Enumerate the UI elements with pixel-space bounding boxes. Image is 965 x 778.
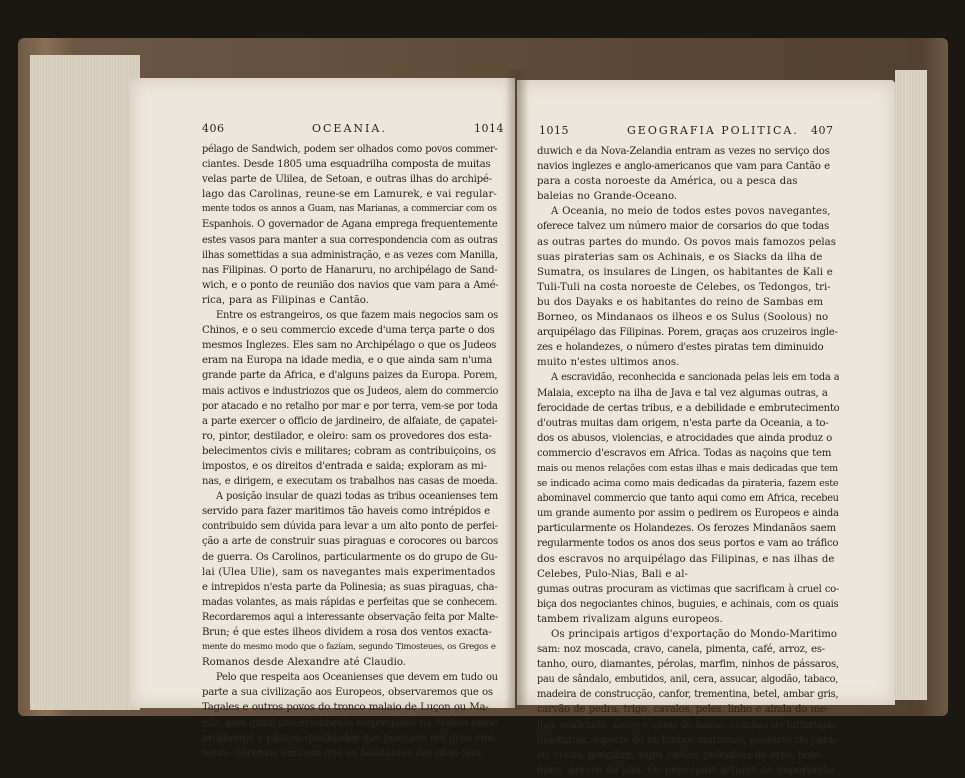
text-line: sam: noz moscada, cravo, canela, pimenta, café, arroz, es- xyxy=(537,644,825,656)
text-line: se indicado acima como mais dedicadas da pirateria, fazem este xyxy=(537,478,839,490)
text-line: estes vasos para manter a sua correspondencia com as outras xyxy=(202,234,498,246)
text-line: A escravidão, reconhecida e sancionada pelas leis em toda a xyxy=(551,372,839,384)
text-line: contribuido sem dúvida para levar a um alto ponto de perfei- xyxy=(202,521,498,533)
text-line: grande parte da Africa, e d'alguns paizes da Europa. Porem, xyxy=(202,370,498,382)
text-line: navios inglezes e anglo-americanos que vam para Cantão e xyxy=(537,161,830,173)
text-line: a parte exercer o officio de jardineiro, de alfaiate, de çapatei- xyxy=(202,415,498,427)
text-line: impostos, e os direitos d'entrada e saida; exploram as mi- xyxy=(202,460,487,472)
text-line: Tuli-Tuli na costa noroeste de Celebes, os Tedongos, tri- xyxy=(537,281,831,293)
left-page-body xyxy=(202,142,498,761)
text-line: wich, e o ponto de reunião dos navios que vam para a Amé- xyxy=(202,279,498,291)
text-line: nente. Diremos tambem que os habitantes das ilhas San- xyxy=(202,747,484,759)
text-line: Malaia, excepto na ilha de Java e tal vez algumas outras, a xyxy=(537,387,828,399)
text-line: Entre os estrangeiros, os que fazem mais negocios sam os xyxy=(216,310,498,322)
text-line: regularmente todos os anos dos seus portos e vam ao tráfico xyxy=(537,538,839,550)
text-line: pau de sândalo, embutidos, anil, cera, assucar, algodão, tabaco, xyxy=(537,674,839,686)
text-line: mesmos Inglezes. Eles sam no Archipélago o que os Judeos xyxy=(202,340,497,352)
text-line: nas, e dirigem, e executam os trabalhos nas casas de moeda. xyxy=(202,476,498,488)
text-line: Chinos, e o seu commercio excede d'uma terça parte o dos xyxy=(202,325,495,337)
text-line: Tagales e outros povos do tronco malaio de Luçon ou Ma- xyxy=(202,702,489,714)
text-line: Recordaremos aqui a interessante observação feita por Malte- xyxy=(202,611,498,623)
text-line: arcilheiros e pilotos, qualidades que possuem em grau emi- xyxy=(202,732,497,744)
right-running-title: GEOGRAFIA POLITICA. xyxy=(627,124,799,137)
text-line: baleias no Grande-Oceano. xyxy=(537,191,678,203)
text-line: de guerra. Os Carolinos, particularmente os do grupo de Gu- xyxy=(202,551,498,563)
text-line: parte a sua civilização aos Europeos, observaremos que os xyxy=(202,687,493,699)
text-line: Celebes, Pulo-Nias, Bali e al- xyxy=(537,568,688,580)
text-line: A Oceania, no meio de todos estes povos navegantes, xyxy=(551,206,831,218)
text-line: Pelo que respeita aos Oceanienses que devem em tudo ou xyxy=(216,672,498,684)
text-line: dos os abusos, violencias, e atrocidades que ainda produz o xyxy=(537,432,832,444)
text-line: zo, cocos, gengibre, sagú, casias, palmilhas de arce, bam- xyxy=(537,749,823,761)
right-column-number: 1015 xyxy=(539,124,569,137)
text-line: ciantes. Desde 1805 uma esquadrilha composta de muitas xyxy=(202,159,491,171)
text-line: mais activos e industriozos que os Judeos, alem do commercio xyxy=(202,385,498,397)
text-line: biça dos negociantes chinos, buguies, e achinais, com os quais xyxy=(537,598,839,610)
text-line: para a costa noroeste da América, ou a pesca das xyxy=(537,176,798,188)
text-line: Romanos desde Alexandre até Claudio. xyxy=(202,657,407,669)
text-line: ferocidade de certas tribus, e a debilidade e embrutecimento xyxy=(537,402,839,414)
left-page-number: 406 xyxy=(202,122,225,135)
text-line: lago das Carolinas, reune-se em Lamurek, e vai regular- xyxy=(202,189,497,201)
text-line: nas Filipinas. O porto de Hanaruru, no archipélago de Sand- xyxy=(202,264,498,276)
text-line: por atacado e no retalho por mar e por terra, vem-se por toda xyxy=(202,400,498,412)
text-line: gumas outras procuram as victimas que sacrificam à cruel co- xyxy=(537,583,839,595)
text-line: d'outras muitas dam origem, n'esta parte da Oceania, a to- xyxy=(537,417,829,429)
text-line: rica, para as Filipinas e Cantão. xyxy=(202,294,369,306)
text-line: tanho, ouro, diamantes, pérolas, marfim, ninhos de pássaros, xyxy=(537,659,839,671)
text-line: nila, sam quazi universalmente empregados na Malaia como xyxy=(202,717,498,729)
text-line: Sumatra, os insulares de Lingen, os habitantes de Kali e xyxy=(537,266,833,278)
text-line: particularmente os Holandezes. Os ferozes Mindanãos saem xyxy=(537,523,836,535)
text-line: zes e holandezes, o número d'estes piratas tem diminuido xyxy=(537,342,824,354)
text-line: holoturias, especie de bichinhos marinhos, pássaros do parai- xyxy=(537,734,839,746)
text-line: pélago de Sandwich, podem ser olhados como povos commer- xyxy=(202,144,498,155)
text-line: arquipélago das Filipinas. Porem, graças aos cruzeiros ingle- xyxy=(537,327,838,339)
text-line: carvão de pedra, trigo, cavalos, peles, linho e ainda do me- xyxy=(537,704,829,716)
text-line: ilhas somettidas a sua administração, e as vezes com Manilla, xyxy=(202,249,498,261)
text-line: commercio d'escravos em Africa. Todas as naçoins que tem xyxy=(537,447,832,459)
text-line: velas parte de Ulilea, de Setoan, e outras ilhas do archipé- xyxy=(202,174,492,186)
left-page xyxy=(130,78,515,759)
text-line: as outras partes do mundo. Os povos mais famozos pelas xyxy=(537,236,836,248)
text-line: Espanhois. O governador de Agana emprega frequentemente xyxy=(202,219,498,231)
left-running-title: OCEANIA. xyxy=(312,122,387,135)
text-line: abominavel commercio que tanto aqui como em Africa, recebeu xyxy=(537,493,839,505)
text-line: Os principais artigos d'exportação do Mondo-Maritimo xyxy=(551,629,838,640)
text-line: eram na Europa na idade media, e o que ainda sam n'uma xyxy=(202,355,492,367)
text-line: mente todos os annos a Guam, nas Marianas, a commerciar com os xyxy=(202,204,497,215)
text-line: madas volantes, as mais rápidas e perfeitas que se conhecem. xyxy=(202,596,498,608)
text-line: muito n'estes ultimos anos. xyxy=(537,357,680,369)
text-line: suas piraterias sam os Achinais, e os Siacks da ilha de xyxy=(537,251,823,263)
right-page-edges xyxy=(895,70,927,700)
text-line: um grande aumento por assim o pedirem os Europeos e ainda xyxy=(537,508,839,520)
text-line: bu dos Dayaks e os habitantes do reino de Sambas em xyxy=(537,296,823,308)
text-line: mais ou menos relações com estas ilhas e mais dedicadas que tem xyxy=(537,462,838,474)
text-line: bues, árvore do pão. Os principais artigos de importação xyxy=(537,764,835,776)
text-line: lhor qualidade, azeite e varas de baleia, conchas de tartarugas, xyxy=(537,719,839,731)
text-line: lai (Ulea Ulie), sam os navegantes mais experimentados xyxy=(202,566,496,578)
left-page-edges xyxy=(30,55,140,710)
right-page-body xyxy=(537,144,839,778)
text-line: belecimentos civis e militares; cobram as contribuiçoins, os xyxy=(202,445,496,457)
text-line: duwich e da Nova-Zelandia entram as vezes no serviço dos xyxy=(537,146,830,157)
text-line: mente do mesmo modo que o fazíam, segundo Timosteues, os Gregos e xyxy=(202,642,496,653)
text-line: ro, pintor, destilador, e oleiro: sam os provedores dos esta- xyxy=(202,430,492,442)
left-column-number: 1014 xyxy=(474,122,504,135)
text-line: Brun; é que estes ilheos dividem a rosa dos ventos exacta- xyxy=(202,627,492,638)
book-gutter xyxy=(505,70,529,710)
text-line: servido para fazer maritimos tão haveis como intrépidos e xyxy=(202,506,490,518)
text-line: ção a arte de construir suas piraguas e corocores ou barcos xyxy=(202,536,498,548)
text-line: dos escravos no arquipélago das Filipinas, e nas ilhas de xyxy=(537,553,835,565)
text-line: tambem rivalizam alguns europeos. xyxy=(537,613,723,625)
right-page xyxy=(517,80,895,776)
right-page-number: 407 xyxy=(811,124,834,137)
text-line: e intrepidos n'esta parte da Polinesia; as suas piraguas, cha- xyxy=(202,581,498,593)
text-line: madeira de construcção, canfor, trementina, betel, ambar gris, xyxy=(537,689,839,701)
text-line: A posição insular de quazi todas as tribus oceanienses tem xyxy=(216,491,498,503)
text-line: Borneo, os Mindanaos os ilheos e os Sulus (Soolous) no xyxy=(537,312,829,324)
text-line: oferece talvez um número maior de corsarios do que todas xyxy=(537,221,829,233)
